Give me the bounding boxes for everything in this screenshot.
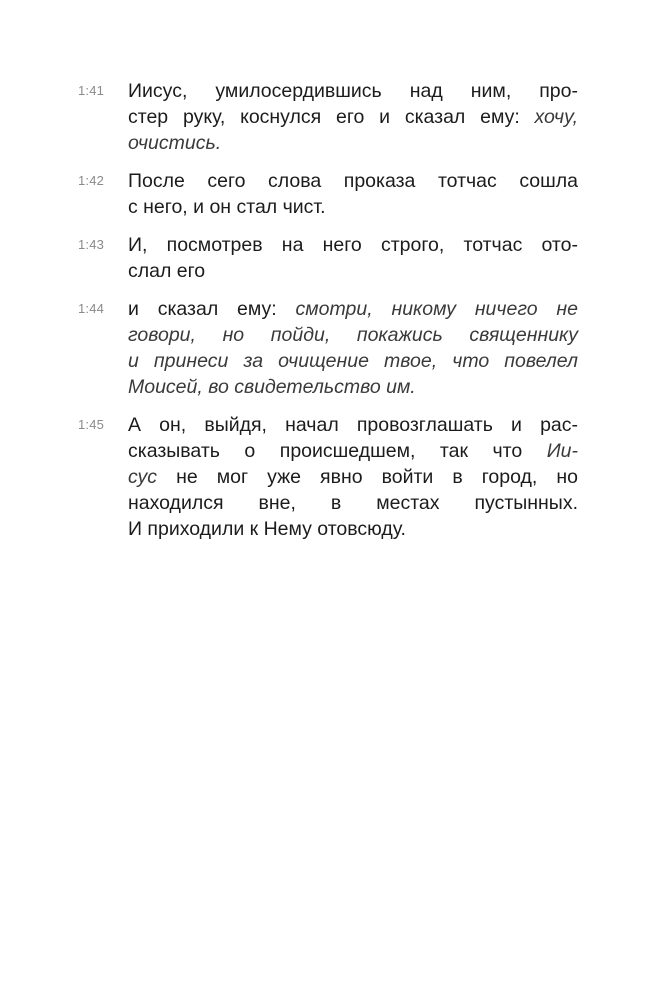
verse-line	[128, 194, 578, 220]
verse-text	[128, 296, 578, 400]
verse-text-segment: слал его	[128, 260, 206, 282]
verse-text	[128, 232, 578, 284]
italic-words-of-jesus: и принеси за очищение твое, что повелел	[128, 350, 578, 372]
verse-text-segment: После сего слова проказа тотчас сошла	[128, 170, 578, 192]
verse-line	[128, 348, 578, 374]
verse-text-segment: находился вне, в местах пустынных.	[128, 492, 578, 514]
verse-line	[128, 104, 578, 130]
italic-words-of-jesus: Ии-	[546, 440, 578, 462]
verse-line	[128, 296, 578, 322]
italic-words-of-jesus: говори, но пойди, покажись священнику	[128, 324, 578, 346]
verse-1-43	[78, 232, 578, 284]
verse-number: 1:45	[78, 417, 105, 432]
italic-words-of-jesus: очистись.	[128, 132, 222, 154]
italic-words-of-jesus: Моисей, во свидетельство им.	[128, 376, 416, 398]
verse-text-segment: не мог уже явно войти в город, но	[157, 466, 578, 488]
verse-number: 1:41	[78, 83, 105, 98]
verse-text-segment: А он, выйдя, начал провозглашать и рас-	[128, 414, 578, 436]
verse-number: 1:43	[78, 237, 105, 252]
verse-line	[128, 78, 578, 104]
verse-1-41	[78, 78, 578, 156]
verse-number: 1:42	[78, 173, 105, 188]
verse-1-42	[78, 168, 578, 220]
verse-text-segment: сказывать о происшедшем, так что	[128, 440, 547, 462]
verse-line	[128, 168, 578, 194]
verse-text	[128, 78, 578, 156]
verse-1-44	[78, 296, 578, 400]
verse-text-segment: И приходили к Нему отовсюду.	[128, 518, 406, 540]
verse-text	[128, 412, 578, 542]
verse-line	[128, 412, 578, 438]
verse-line	[128, 374, 578, 400]
verse-text-segment: с него, и он стал чист.	[128, 196, 326, 218]
italic-words-of-jesus: сус	[128, 466, 158, 488]
italic-words-of-jesus: смотри, никому ничего не	[295, 298, 578, 320]
verse-list	[78, 78, 578, 554]
verse-line	[128, 232, 578, 258]
verse-line	[128, 464, 578, 490]
italic-words-of-jesus: хочу,	[534, 106, 578, 128]
verse-text-segment: Иисус, умилосердившись над ним, про-	[128, 80, 578, 102]
verse-text	[128, 168, 578, 220]
verse-1-45	[78, 412, 578, 542]
verse-line	[128, 258, 578, 284]
verse-line	[128, 438, 578, 464]
verse-text-segment: стер руку, коснулся его и сказал ему:	[128, 106, 535, 128]
verse-number: 1:44	[78, 301, 105, 316]
verse-line	[128, 490, 578, 516]
verse-line	[128, 322, 578, 348]
verse-text-segment: и сказал ему:	[128, 298, 296, 320]
verse-line	[128, 130, 578, 156]
verse-line	[128, 516, 578, 542]
verse-text-segment: И, посмотрев на него строго, тотчас ото-	[128, 234, 578, 256]
